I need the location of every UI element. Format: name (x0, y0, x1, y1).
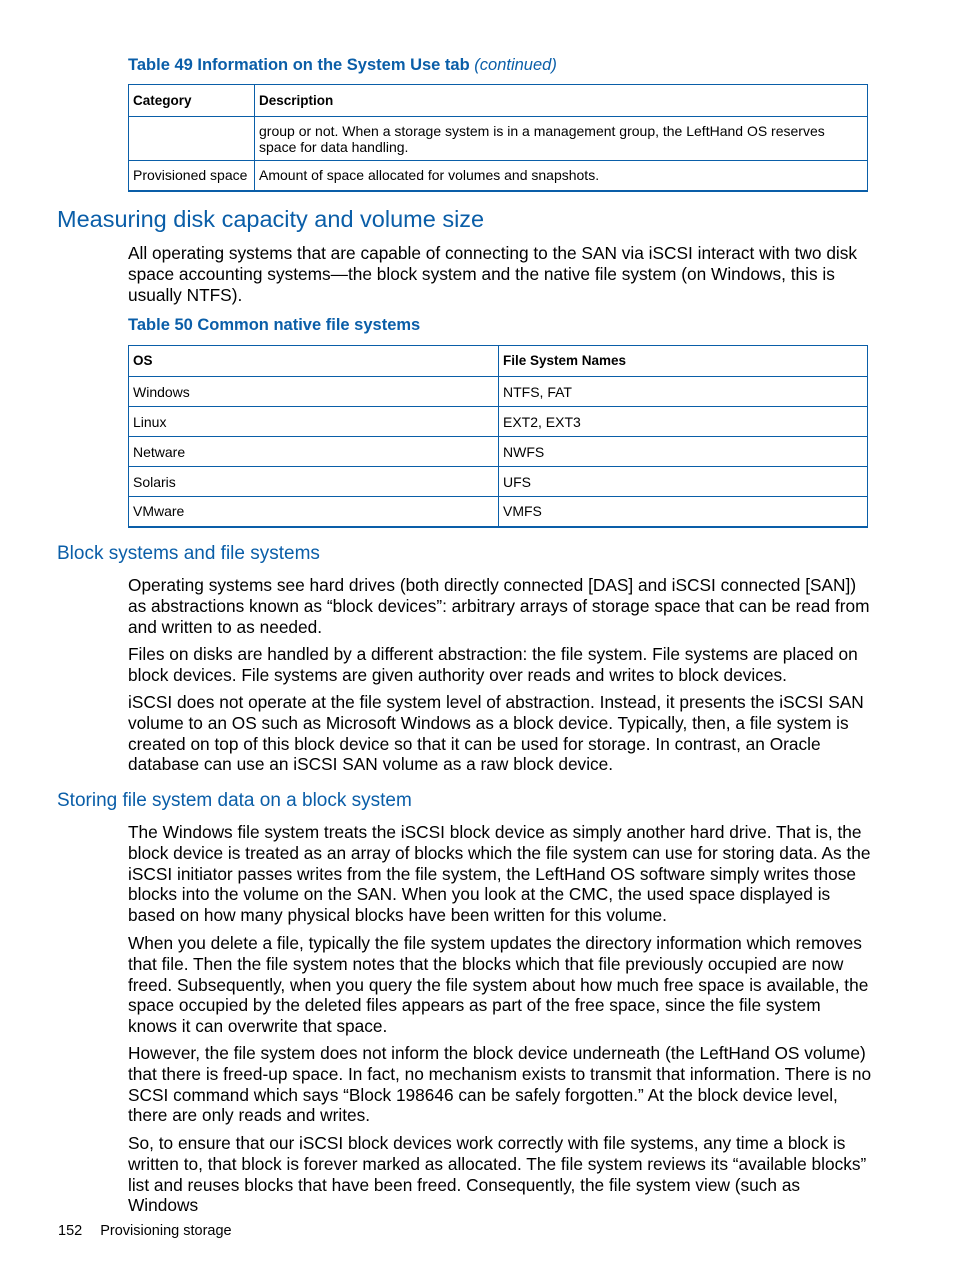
table-row (129, 497, 868, 527)
table-49 (128, 84, 868, 192)
table-cell-fs: VMFS (499, 497, 868, 527)
table-row (129, 161, 868, 191)
block-systems-heading: Block systems and file systems (57, 543, 320, 564)
table-cell-os: VMware (129, 497, 499, 527)
table-50 (128, 345, 868, 528)
table-cell-os: Solaris (129, 467, 499, 497)
page-number: 152 (58, 1223, 83, 1239)
table-50-caption: Table 50 Common native file systems (128, 316, 421, 334)
table-row (129, 117, 868, 161)
body-paragraph: The Windows file system treats the iSCSI block device as simply another hard drive. That is, the block device is treated as an array of blocks which the file system can use for storing data. As the iSCSI initiator passes writes from the file system, the LeftHand OS software simply writes those blocks into the volume on the SAN. When you look at the CMC, the used space displayed is based on how many physical blocks have been written for this volume. (128, 822, 871, 926)
footer-section-label: Provisioning storage (100, 1223, 232, 1239)
body-paragraph: So, to ensure that our iSCSI block devices work correctly with file systems, any time a block is written to, that block is forever marked as allocated. The file system reviews its “available blocks” list and reuses blocks that have been freed. Consequently, the file system view (such as Windows (128, 1133, 867, 1216)
column-header-file-system-names: File System Names (499, 346, 868, 377)
section-intro-paragraph: All operating systems that are capable of connecting to the SAN via iSCSI interact with two disk space accounting systems—the block system and the native file system (on Windows, this is usually NTFS). (128, 243, 858, 305)
table-header-row (129, 85, 868, 117)
body-paragraph: Operating systems see hard drives (both directly connected [DAS] and iSCSI connected [SAN]) as abstractions known as “block devices”: arbitrary arrays of storage space that can be read from and written to as needed. (128, 575, 870, 637)
table-cell-description: group or not. When a storage system is in a management group, the LeftHand OS reserves space for data handling. (255, 117, 868, 161)
column-header-category: Category (129, 85, 255, 117)
table-row (129, 407, 868, 437)
table-row (129, 437, 868, 467)
storing-heading: Storing file system data on a block system (57, 790, 412, 811)
table-49-caption-text: Table 49 Information on the System Use tab (128, 56, 470, 74)
table-row (129, 467, 868, 497)
table-cell-fs: UFS (499, 467, 868, 497)
table-cell-fs: EXT2, EXT3 (499, 407, 868, 437)
column-header-os: OS (129, 346, 499, 377)
table-cell-category (129, 117, 255, 161)
table-row (129, 377, 868, 407)
table-cell-description: Amount of space allocated for volumes and snapshots. (255, 161, 868, 191)
table-cell-category: Provisioned space (129, 161, 255, 191)
body-paragraph: When you delete a file, typically the file system updates the directory information which removes that file. Then the file system notes that the blocks which that file previously occupied are now freed. Subsequently, when you query the file system about how much free space is available, the space occupied by the deleted files appears as part of the free space, since the file system knows it can overwrite that space. (128, 933, 869, 1037)
table-cell-fs: NWFS (499, 437, 868, 467)
section-title: Measuring disk capacity and volume size (57, 206, 485, 232)
column-header-description: Description (255, 85, 868, 117)
table-cell-os: Windows (129, 377, 499, 407)
table-cell-fs: NTFS, FAT (499, 377, 868, 407)
table-49-caption-continued: (continued) (474, 56, 557, 74)
body-paragraph: iSCSI does not operate at the file system level of abstraction. Instead, it presents the iSCSI SAN volume to an OS such as Microsoft Windows as a block device. Typically, then, a file system is created on top of this block device so that it can be used for storage. In contrast, an Oracle database can use an iSCSI SAN volume as a raw block device. (128, 692, 864, 775)
body-paragraph: However, the file system does not inform the block device underneath (the LeftHand OS volume) that there is freed-up space. In fact, no mechanism exists to transmit that information. There is no SCSI command which says “Block 198646 can be safely forgotten.” At the block device level, there are only reads and writes. (128, 1043, 872, 1126)
table-cell-os: Netware (129, 437, 499, 467)
table-49-caption (128, 56, 557, 75)
table-cell-os: Linux (129, 407, 499, 437)
page-footer (58, 1223, 232, 1239)
table-header-row (129, 346, 868, 377)
body-paragraph: Files on disks are handled by a different abstraction: the file system. File systems are placed on block devices. File systems are given authority over reads and writes to block devices. (128, 644, 858, 685)
